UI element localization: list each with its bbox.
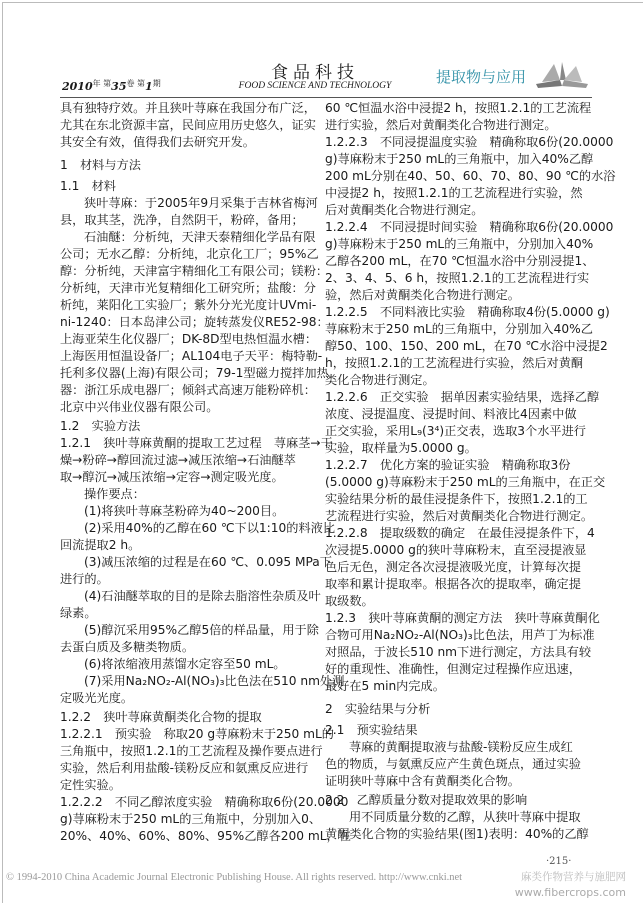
text-line: 2、3、4、5、6 h，按照1.2.1的工艺流程进行实: [325, 271, 590, 285]
journal-title-en: FOOD SCIENCE AND TECHNOLOGY: [238, 81, 392, 91]
text-line: 分析纯，天津市光复精细化工研究所；盐酸：分: [60, 281, 316, 295]
text-line: (6)将浓缩液用蒸馏水定容至50 mL。: [84, 657, 286, 671]
text-line: 次浸提5.0000 g的狭叶荨麻粉末，直至浸提液显: [325, 543, 587, 557]
text-line: 进行实验，然后对黄酮类化合物进行测定。: [325, 118, 557, 132]
text-line: 其安全有效，值得我们去研究开发。: [60, 135, 255, 149]
text-line: 醇：分析纯，天津富宇精细化工有限公司；镁粉：: [60, 264, 329, 278]
label: 年 第: [92, 79, 112, 88]
page-number: ·215·: [546, 856, 572, 867]
text-line: 对照品，于波长510 nm下进行测定，方法具有较: [325, 645, 592, 659]
text-line: 具有独特疗效。并且狭叶荨麻在我国分布广泛，: [60, 101, 316, 115]
text-line: 黄酮类化合物的实验结果(图1)表明：40%的乙醇: [325, 827, 589, 841]
open-book-icon: [532, 60, 592, 90]
text-line: 三角瓶中，按照1.2.1的工艺流程及操作要点进行: [60, 744, 323, 758]
text-line: (5.0000 g)荨麻粉末于250 mL的三角瓶中，在正交: [325, 475, 606, 489]
issue-info: [62, 78, 161, 93]
text-line: 1.2.2.2 不同乙醇浓度实验 精确称取6份(20.0000: [60, 795, 349, 809]
header-rule: [60, 97, 592, 98]
text-line: 1.2.3 狭叶荨麻黄酮的测定方法 狭叶荨麻黄酮化: [325, 611, 600, 625]
section-heading: 1.1 材料: [60, 179, 116, 193]
text-line: 色的物质，与氨熏反应产生黄色斑点，通过实验: [325, 757, 581, 771]
text-line: 实验，取样量为5.0000 g。: [325, 441, 477, 455]
text-line: 用不同质量分数的乙醇，从狭叶荨麻中提取: [349, 810, 581, 824]
text-line: 最好在5 min内完成。: [325, 679, 445, 693]
text-line: 托利多仪器(上海)有限公司；79-1型磁力搅拌加热: [60, 366, 329, 380]
watermark-cn: 麻类作物营养与施肥网: [521, 871, 626, 883]
text-line: 类化合物进行测定。: [325, 373, 435, 387]
journal-title-cn: 食品科技: [271, 63, 359, 83]
text-line: 取级数。: [325, 594, 374, 608]
text-line: 1.2.2.3 不同浸提温度实验 精确称取6份(20.0000: [325, 135, 614, 149]
text-line: (1)将狭叶荨麻茎粉碎为40~200目。: [84, 504, 285, 518]
text-line: g)荨麻粉末于250 mL的三角瓶中，分别加入0、: [60, 812, 322, 826]
text-line: 1.2.2.5 不同料液比实验 精确称取4份(5.0000 g): [325, 305, 610, 319]
text-line: 器：浙江乐成电器厂；倾斜式高速万能粉碎机：: [60, 383, 316, 397]
text-line: 1.2.2.8 提取级数的确定 在最佳浸提条件下，4: [325, 526, 595, 540]
text-line: (2)采用40%的乙醇在60 ℃下以1:10的料液比: [84, 521, 336, 535]
text-line: 实验，然后利用盐酸-镁粉反应和氨熏反应进行: [60, 761, 309, 775]
text-line: ni-1240：日本岛津公司；旋转蒸发仪RE52-98：: [60, 315, 329, 329]
text-line: 1.2.2.1 预实验 称取20 g荨麻粉末于250 mL的: [60, 727, 334, 741]
text-line: 公司；无水乙醇：分析纯，北京化工厂；95%乙: [60, 247, 319, 261]
text-line: 荨麻粉末于250 mL的三角瓶中，分别加入40%乙: [325, 322, 593, 336]
text-line: 醇50、100、150、200 mL，在70 ℃水浴中浸提2: [325, 339, 608, 353]
section-heading: 2 实验结果与分析: [325, 702, 431, 716]
text-line: 进行的。: [60, 572, 109, 586]
text-line: 绿素。: [60, 606, 97, 620]
text-line: (4)石油醚萃取的目的是除去脂溶性杂质及叶: [84, 589, 321, 603]
text-line: g)荨麻粉末于250 mL的三角瓶中，加入40%乙醇: [325, 152, 594, 166]
text-line: 合物可用Na₂NO₂-Al(NO₃)₃比色法，用芦丁为标准: [325, 628, 595, 642]
text-line: 正交实验，采用L₉(3⁴)正交表，选取3个水平进行: [325, 424, 586, 438]
section-heading: 1 材料与方法: [60, 158, 141, 172]
text-line: 后对黄酮类化合物进行测定。: [325, 203, 484, 217]
text-line: 县，取其茎，洗净，自然阴干，粉碎，备用；: [60, 213, 304, 227]
watermark-url: www.fibercrops.com: [514, 886, 626, 899]
year: 2010: [62, 80, 93, 93]
text-line: 操作要点：: [84, 487, 145, 501]
section-heading: 2.2 乙醇质量分数对提取效果的影响: [325, 793, 528, 807]
text-line: 证明狭叶荨麻中含有黄酮类化合物。: [325, 774, 520, 788]
text-line: 析纯，莱阳化工实验厂；紫外分光光度计UVmi-: [60, 298, 317, 312]
text-line: 定吸光光度。: [60, 691, 134, 705]
text-line: 浓度、浸提温度、浸提时间、料液比4因素中做: [325, 407, 577, 421]
section-heading: 1.2.2 狭叶荨麻黄酮类化合物的提取: [60, 710, 262, 724]
section-heading: 2.1 预实验结果: [325, 723, 418, 737]
text-line: 北京中兴伟业仪器有限公司。: [60, 400, 219, 414]
text-line: g)荨麻粉末于250 mL的三角瓶中，分别加入40%: [325, 237, 594, 251]
text-line: 1.2.2.4 不同浸提时间实验 精确称取6份(20.0000: [325, 220, 614, 234]
text-line: 狭叶荨麻：于2005年9月采集于吉林省梅河: [84, 196, 318, 210]
label: 卷 第: [126, 79, 146, 88]
section-title: 提取物与应用: [436, 68, 527, 86]
text-line: 1.2.1 狭叶荨麻黄酮的提取工艺过程 荨麻茎→干: [60, 436, 333, 450]
text-line: 石油醚：分析纯，天津天泰精细化学品有限: [84, 230, 316, 244]
issue: 1: [145, 80, 153, 93]
text-line: (5)醇沉采用95%乙醇5倍的样品量，用于除: [84, 623, 319, 637]
text-line: 60 ℃恒温水浴中浸提2 h，按照1.2.1的工艺流程: [325, 101, 592, 115]
text-line: 色后无色，测定各次浸提液吸光度，计算每次提: [325, 560, 581, 574]
text-line: 荨麻的黄酮提取液与盐酸-镁粉反应生成红: [349, 740, 573, 754]
text-line: 取率和累计提取率。根据各次的提取率，确定提: [325, 577, 581, 591]
text-line: 20%、40%、60%、80%、95%乙醇各200 mL，在: [60, 829, 351, 843]
text-line: 好的重现性、准确性，但测定过程操作应迅速，: [325, 662, 581, 676]
label: 期: [152, 79, 161, 88]
volume: 35: [111, 80, 127, 93]
right-column: [325, 100, 616, 843]
section-heading: 1.2 实验方法: [60, 419, 141, 433]
text-line: h，按照1.2.1的工艺流程进行实验，然后对黄酮: [325, 356, 584, 370]
text-line: 1.2.2.6 正交实验 据单因素实验结果，选择乙醇: [325, 390, 600, 404]
text-line: (7)采用Na₂NO₂-Al(NO₃)₃比色法在510 nm处测: [84, 674, 345, 688]
text-line: (3)减压浓缩的过程是在60 ℃、0.095 MPa下: [84, 555, 332, 569]
text-line: 燥→粉碎→醇回流过滤→减压浓缩→石油醚萃: [60, 453, 296, 467]
text-line: 去蛋白质及多糖类物质。: [60, 640, 195, 654]
text-line: 上海医用恒温设备厂；AL104电子天平：梅特勒-: [60, 349, 323, 363]
text-line: 尤其在东北资源丰富，民间应用历史悠久，证实: [60, 118, 316, 132]
text-line: 乙醇各200 mL，在70 ℃恒温水浴中分别浸提1、: [325, 254, 595, 268]
text-line: 定性实验。: [60, 778, 121, 792]
text-line: 取→醇沉→减压浓缩→定容→测定吸光度。: [60, 470, 284, 484]
text-line: 回流提取2 h。: [60, 538, 141, 552]
text-line: 实验结果分析的最佳浸提条件下，按照1.2.1的工: [325, 492, 588, 506]
text-line: 中浸提2 h，按照1.2.1的工艺流程进行实验，然: [325, 186, 583, 200]
text-line: 艺流程进行实验，然后对黄酮类化合物进行测定。: [325, 509, 594, 523]
copyright-notice: © 1994-2010 China Academic Journal Electronic Publishing House. All rights reserved. http://www.cnki.net: [6, 872, 463, 883]
text-line: 200 mL分别在40、50、60、70、80、90 ℃的水浴: [325, 169, 616, 183]
text-line: 上海亚荣生化仪器厂；DK-8D型电热恒温水槽：: [60, 332, 318, 346]
text-line: 1.2.2.7 优化方案的验证实验 精确称取3份: [325, 458, 571, 472]
text-line: 验，然后对黄酮类化合物进行测定。: [325, 288, 520, 302]
